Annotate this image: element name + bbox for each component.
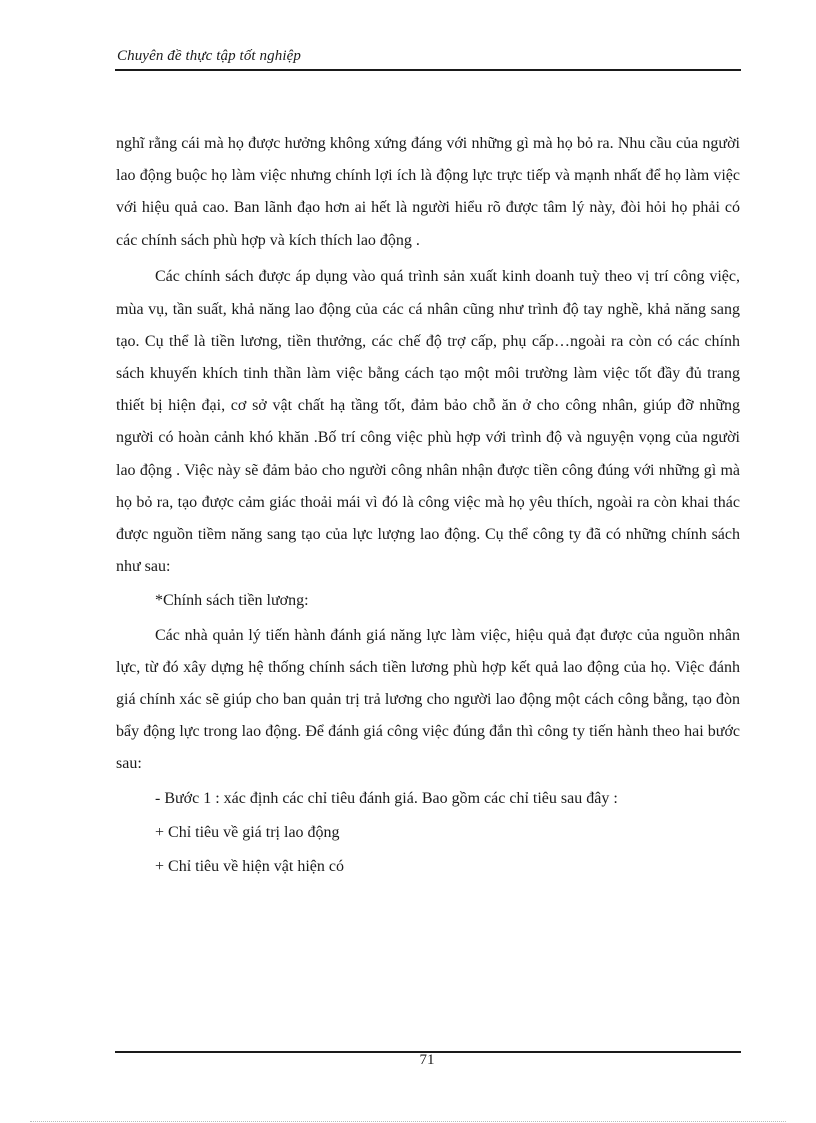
list-item-labor-value: + Chỉ tiêu về giá trị lao động xyxy=(155,823,340,841)
page-bottom-edge xyxy=(30,1121,786,1122)
list-item-step-1: - Bước 1 : xác định các chỉ tiêu đánh giá. Bao gồm các chỉ tiêu sau đây : xyxy=(155,789,618,807)
list-item-physical-assets: + Chỉ tiêu về hiện vật hiện có xyxy=(155,857,344,875)
page-header-title: Chuyên đề thực tập tốt nghiệp xyxy=(117,48,301,64)
paragraph-policies: Các chính sách được áp dụng vào quá trình sản xuất kinh doanh tuỳ theo vị trí công việc, mùa vụ, tần suất, khả năng lao động của các cá nhân cũng như trình độ tay nghề, khả năng sang tạo. Cụ thể là tiền lương, tiền thưởng, các chế độ trợ cấp, phụ cấp…ngoài ra còn có các chính sách khuyến khích tinh thần làm việc bằng cách tạo một môi trường làm việc tốt đầy đủ trang thiết bị hiện đại, cơ sở vật chất hạ tầng tốt, đảm bảo chỗ ăn ở cho công nhân, giúp đỡ những người có hoàn cảnh khó khăn .Bố trí công việc phù hợp với trình độ và nguyện vọng của người lao động . Việc này sẽ đảm bảo cho người công nhân nhận được tiền công đúng với những gì mà họ bỏ ra, tạo được cảm giác thoải mái vì đó là công việc mà họ yêu thích, ngoài ra còn khai thác được nguồn tiềm năng sang tạo của lực lượng lao động. Cụ thể công ty đã có những chính sách như sau: xyxy=(116,268,740,576)
section-heading-salary-policy: *Chính sách tiền lương: xyxy=(155,592,309,610)
document-body xyxy=(116,128,740,883)
header-divider xyxy=(115,69,741,71)
paragraph-continuation: nghĩ rằng cái mà họ được hưởng không xứng đáng với những gì mà họ bỏ ra. Nhu cầu của người lao động buộc họ làm việc nhưng chính lợi ích là động lực trực tiếp và mạnh nhất để họ làm việc với hiệu quả cao. Ban lãnh đạo hơn ai hết là người hiểu rõ được tâm lý này, đòi hỏi họ phải có các chính sách phù hợp và kích thích lao động . xyxy=(116,135,740,249)
page-number: 71 xyxy=(419,1052,435,1068)
paragraph-salary-evaluation: Các nhà quản lý tiến hành đánh giá năng lực làm việc, hiệu quả đạt được của nguồn nhân lực, từ đó xây dựng hệ thống chính sách tiền lương phù hợp kết quả lao động của họ. Việc đánh giá chính xác sẽ giúp cho ban quản trị trả lương cho người lao động một cách công bằng, tạo đòn bẩy động lực trong lao động. Để đánh giá công việc đúng đắn thì công ty tiến hành theo hai bước sau: xyxy=(116,626,740,773)
